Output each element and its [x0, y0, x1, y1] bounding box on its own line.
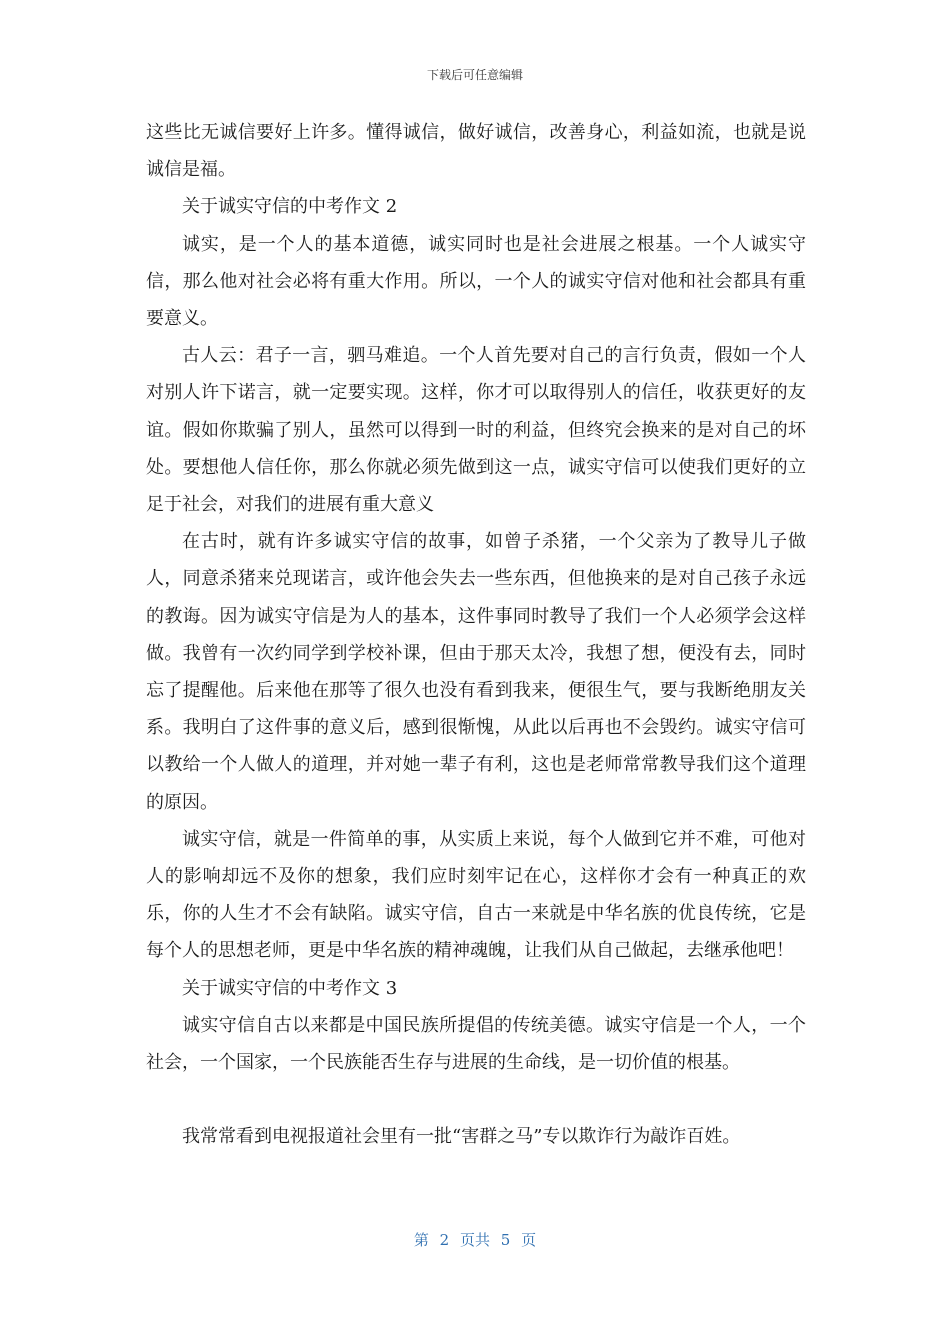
paragraph: 诚实守信，就是一件简单的事，从实质上来说，每个人做到它并不难，可他对人的影响却远不及你的想象，我们应时刻牢记在心，这样你才会有一种真正的欢乐，你的人生才不会有缺陷。诚实守信，自古一来就是中华名族的优良传统，它是每个人的思想老师，更是中华名族的精神魂魄，让我们从自己做起，去继承他吧！: [146, 828, 806, 962]
page-number: 第 2 页共 5 页: [413, 1231, 537, 1249]
section-heading-2: 关于诚实守信的中考作文 2: [182, 196, 398, 218]
section-heading-3: 关于诚实守信的中考作文 3: [182, 977, 398, 999]
paragraph: 在古时，就有许多诚实守信的故事，如曾子杀猪，一个父亲为了教导儿子做人，同意杀猪来兑现诺言，或许他会失去一些东西，但他换来的是对自己孩子永远的教诲。因为诚实守信是为人的基本，这件事同时教导了我们一个人必须学会这样做。我曾有一次约同学到学校补课，但由于那天太冷，我想了想，便没有去，同时忘了提醒他。后来他在那等了很久也没有看到我来，便很生气，要与我断绝朋友关系。我明白了这件事的意义后，感到很惭愧，从此以后再也不会毁约。诚实守信可以教给一个人做人的道理，并对她一辈子有利，这也是老师常常教导我们这个道理的原因。: [146, 531, 806, 813]
paragraph-continued: 这些比无诚信要好上许多。懂得诚信，做好诚信，改善身心，利益如流，也就是说诚信是福。: [146, 122, 806, 181]
paragraph: 诚实守信自古以来都是中国民族所提倡的传统美德。诚实守信是一个人，一个社会，一个国家，一个民族能否生存与进展的生命线，是一切价值的根基。: [146, 1014, 806, 1074]
paragraph: 诚实，是一个人的基本道德，诚实同时也是社会进展之根基。一个人诚实守信，那么他对社会必将有重大作用。所以，一个人的诚实守信对他和社会都具有重要意义。: [146, 233, 806, 330]
page-header: 下载后可任意编辑: [426, 68, 523, 82]
paragraph: 古人云：君子一言，驷马难追。一个人首先要对自己的言行负责，假如一个人对别人许下诺言，就一定要实现。这样，你才可以取得别人的信任，收获更好的友谊。假如你欺骗了别人，虽然可以得到一时的利益，但终究会换来的是对自己的坏处。要想他人信任你，那么你就必须先做到这一点，诚实守信可以使我们更好的立足于社会，对我们的进展有重大意义: [146, 345, 806, 516]
paragraph: 我常常看到电视报道社会里有一批“害群之马”专以欺诈行为敲诈百姓。: [182, 1126, 741, 1148]
document-body: [146, 114, 806, 1156]
blank-line: [146, 1081, 806, 1118]
